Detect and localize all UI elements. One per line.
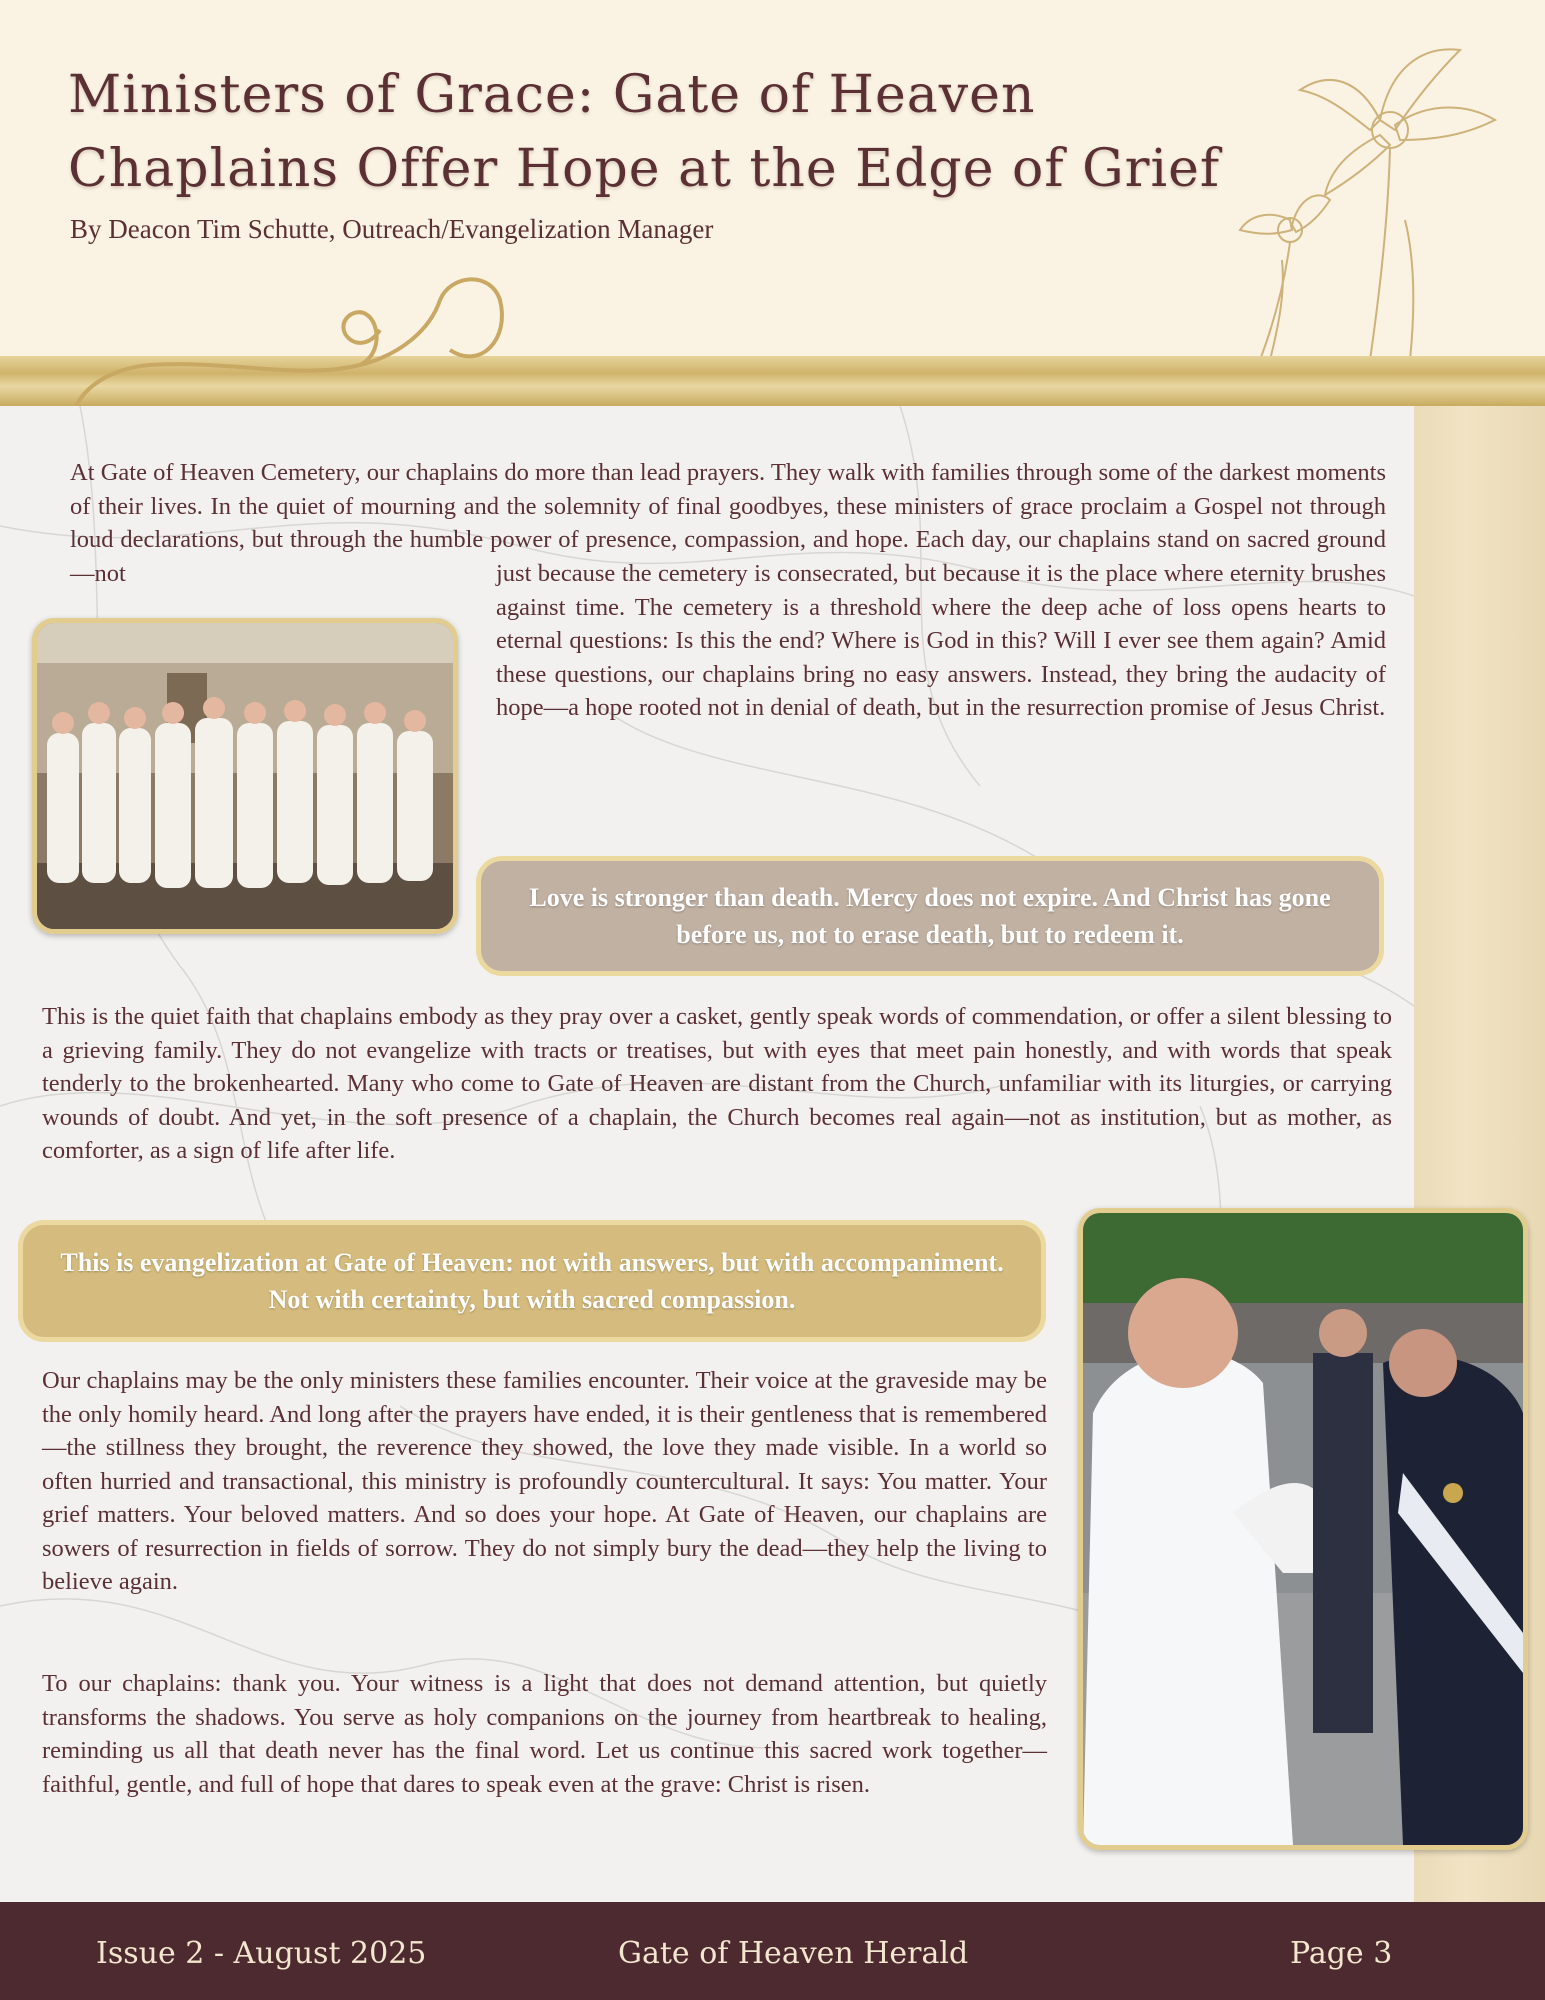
- chaplain-blessing-photo: [1078, 1208, 1528, 1850]
- page-number: Page 3: [1290, 1936, 1393, 1971]
- paragraph-3: Our chaplains may be the only ministers these families encounter. Their voice at the graveside may be the only homily heard. And long after the prayers have ended, it is their gentleness that is remembered—the stillness they brought, the reverence they showed, the love they made visible. In a world so often hurried and transactional, this ministry is profoundly countercultural. It says: You matter. Your grief matters. Your beloved matters. And so does your hope. At Gate of Heaven, our chaplains are sowers of resurrection in fields of sorrow. They do not simply bury the dead—they help the living to believe again.: [42, 1367, 1047, 1595]
- daffodil-illustration: [1230, 20, 1540, 360]
- byline: By Deacon Tim Schutte, Outreach/Evangelization Manager: [70, 214, 714, 244]
- issue-label: Issue 2 - August 2025: [96, 1936, 427, 1971]
- footer: [0, 1902, 1545, 2000]
- chaplains-group-photo: [32, 618, 458, 934]
- pull-quote-1-text: Love is stronger than death. Mercy does not expire. And Christ has gone before us, not to erase death, but to redeem it.: [529, 883, 1331, 949]
- paragraph-2: This is the quiet faith that chaplains embody as they pray over a casket, gently speak words of commendation, or offer a silent blessing to a grieving family. They do not evangelize with tracts or treatises, but with eyes that meet pain honestly, and with words that speak tenderly to the brokenhearted. Many who come to Gate of Heaven are distant from the Church, unfamiliar with its liturgies, or carrying wounds of doubt. And yet, in the soft presence of a chaplain, the Church becomes real again—not as institution, but as mother, as comforter, as a sign of life after life.: [42, 1003, 1392, 1164]
- paragraph-intro-continued: just because the cemetery is consecrated, but because it is the place where eternity brushes against time. The cemetery is a threshold where the deep ache of loss opens hearts to eternal questions: Is this the end? Where is God in this? Will I ever see them again? Amid these questions, our chaplains bring no easy answers. Instead, they bring the audacity of hope—a hope rooted not in denial of death, but in the resurrection promise of Jesus Christ.: [496, 560, 1386, 721]
- pull-quote-2-text: This is evangelization at Gate of Heaven: not with answers, but with accompaniment. Not with certainty, but with sacred compassion.: [60, 1248, 1004, 1314]
- article-title: Ministers of Grace: Gate of Heaven Chaplains Offer Hope at the Edge of Grief: [68, 65, 1221, 199]
- paragraph-intro: At Gate of Heaven Cemetery, our chaplains do more than lead prayers. They walk with families through some of the darkest moments of their lives. In the quiet of mourning and the solemnity of final goodbyes, these ministers of grace proclaim a Gospel not through loud declarations, but through the humble power of presence, compassion, and hope. Each day, our chaplains stand on sacred ground—not: [70, 459, 1386, 587]
- pull-quote-2: [18, 1220, 1046, 1342]
- paragraph-4: To our chaplains: thank you. Your witness is a light that does not demand attention, but quietly transforms the shadows. You serve as holy companions on the journey from heartbreak to healing, reminding us all that death never has the final word. Let us continue this sacred work together—faithful, gentle, and full of hope that dares to speak even at the grave: Christ is risen.: [42, 1670, 1047, 1798]
- publication-name: Gate of Heaven Herald: [618, 1936, 969, 1971]
- pull-quote-1: [476, 856, 1384, 976]
